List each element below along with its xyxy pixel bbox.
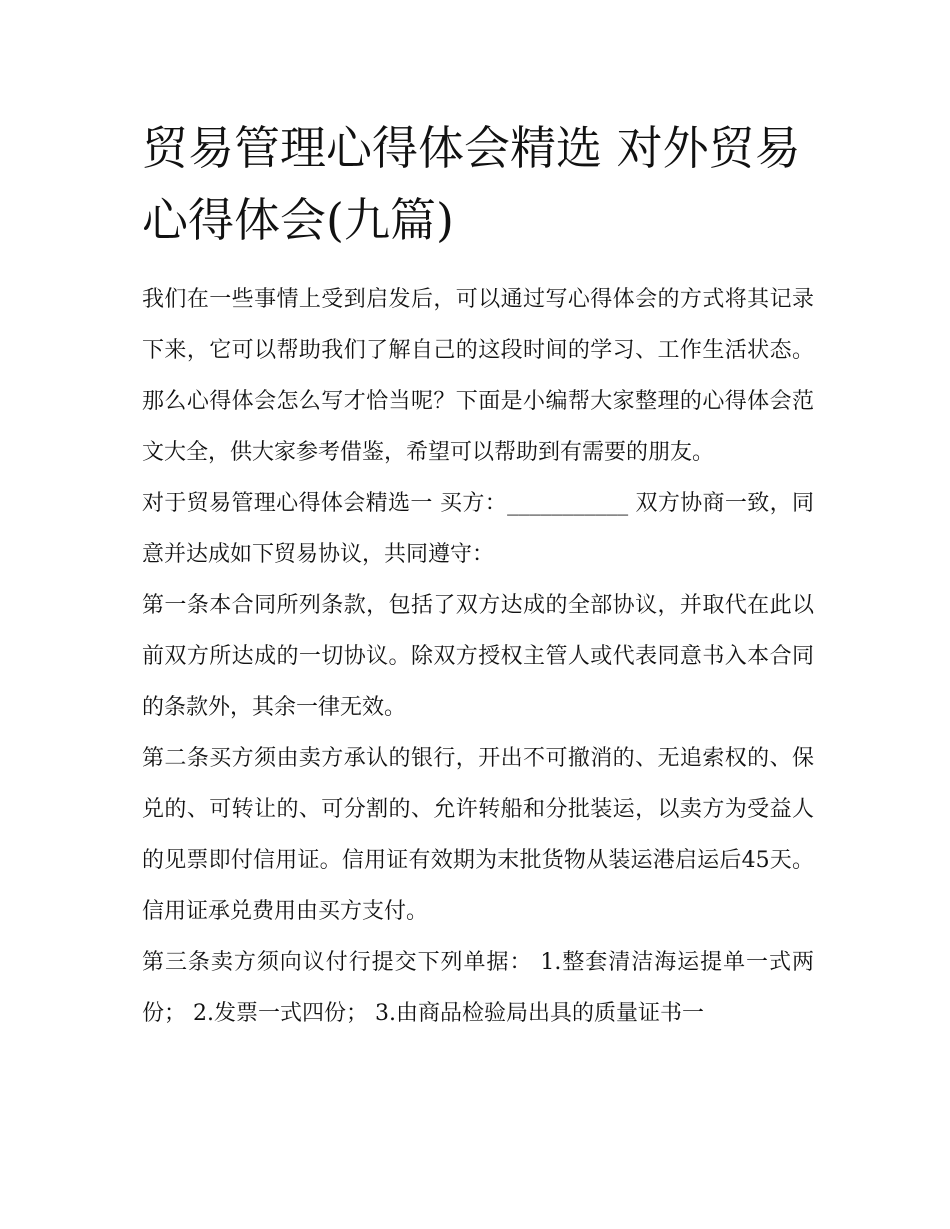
document-title: 贸易管理心得体会精选 对外贸易心得体会(九篇) [142,121,801,247]
document-page [142,112,814,1039]
article-3-paragraph: 第三条卖方须向议付行提交下列单据： 1.整套清洁海运提单一式两份； 2.发票一式四份； 3.由商品检验局出具的质量证书一 [142,950,814,1026]
article-2-paragraph: 第二条买方须由卖方承认的银行，开出不可撤消的、无追索权的、保兑的、可转让的、可分割的、允许转船和分批装运，以卖方为受益人的见票即付信用证。信用证有效期为末批货物从装运港启运后45天。信用证承兑费用由买方支付。 [142,746,814,924]
article-1-paragraph: 第一条本合同所列条款，包括了双方达成的全部协议，并取代在此以前双方所达成的一切协议。除双方授权主管人或代表同意书入本合同的条款外，其余一律无效。 [142,593,814,720]
agreement-intro-paragraph: 对于贸易管理心得体会精选一 买方：___________ 双方协商一致，同意并达成如下贸易协议，共同遵守： [142,491,814,567]
intro-paragraph: 我们在一些事情上受到启发后，可以通过写心得体会的方式将其记录下来，它可以帮助我们了解自己的这段时间的学习、工作生活状态。那么心得体会怎么写才恰当呢？下面是小编帮大家整理的心得体会范文大全，供大家参考借鉴，希望可以帮助到有需要的朋友。 [142,287,814,465]
